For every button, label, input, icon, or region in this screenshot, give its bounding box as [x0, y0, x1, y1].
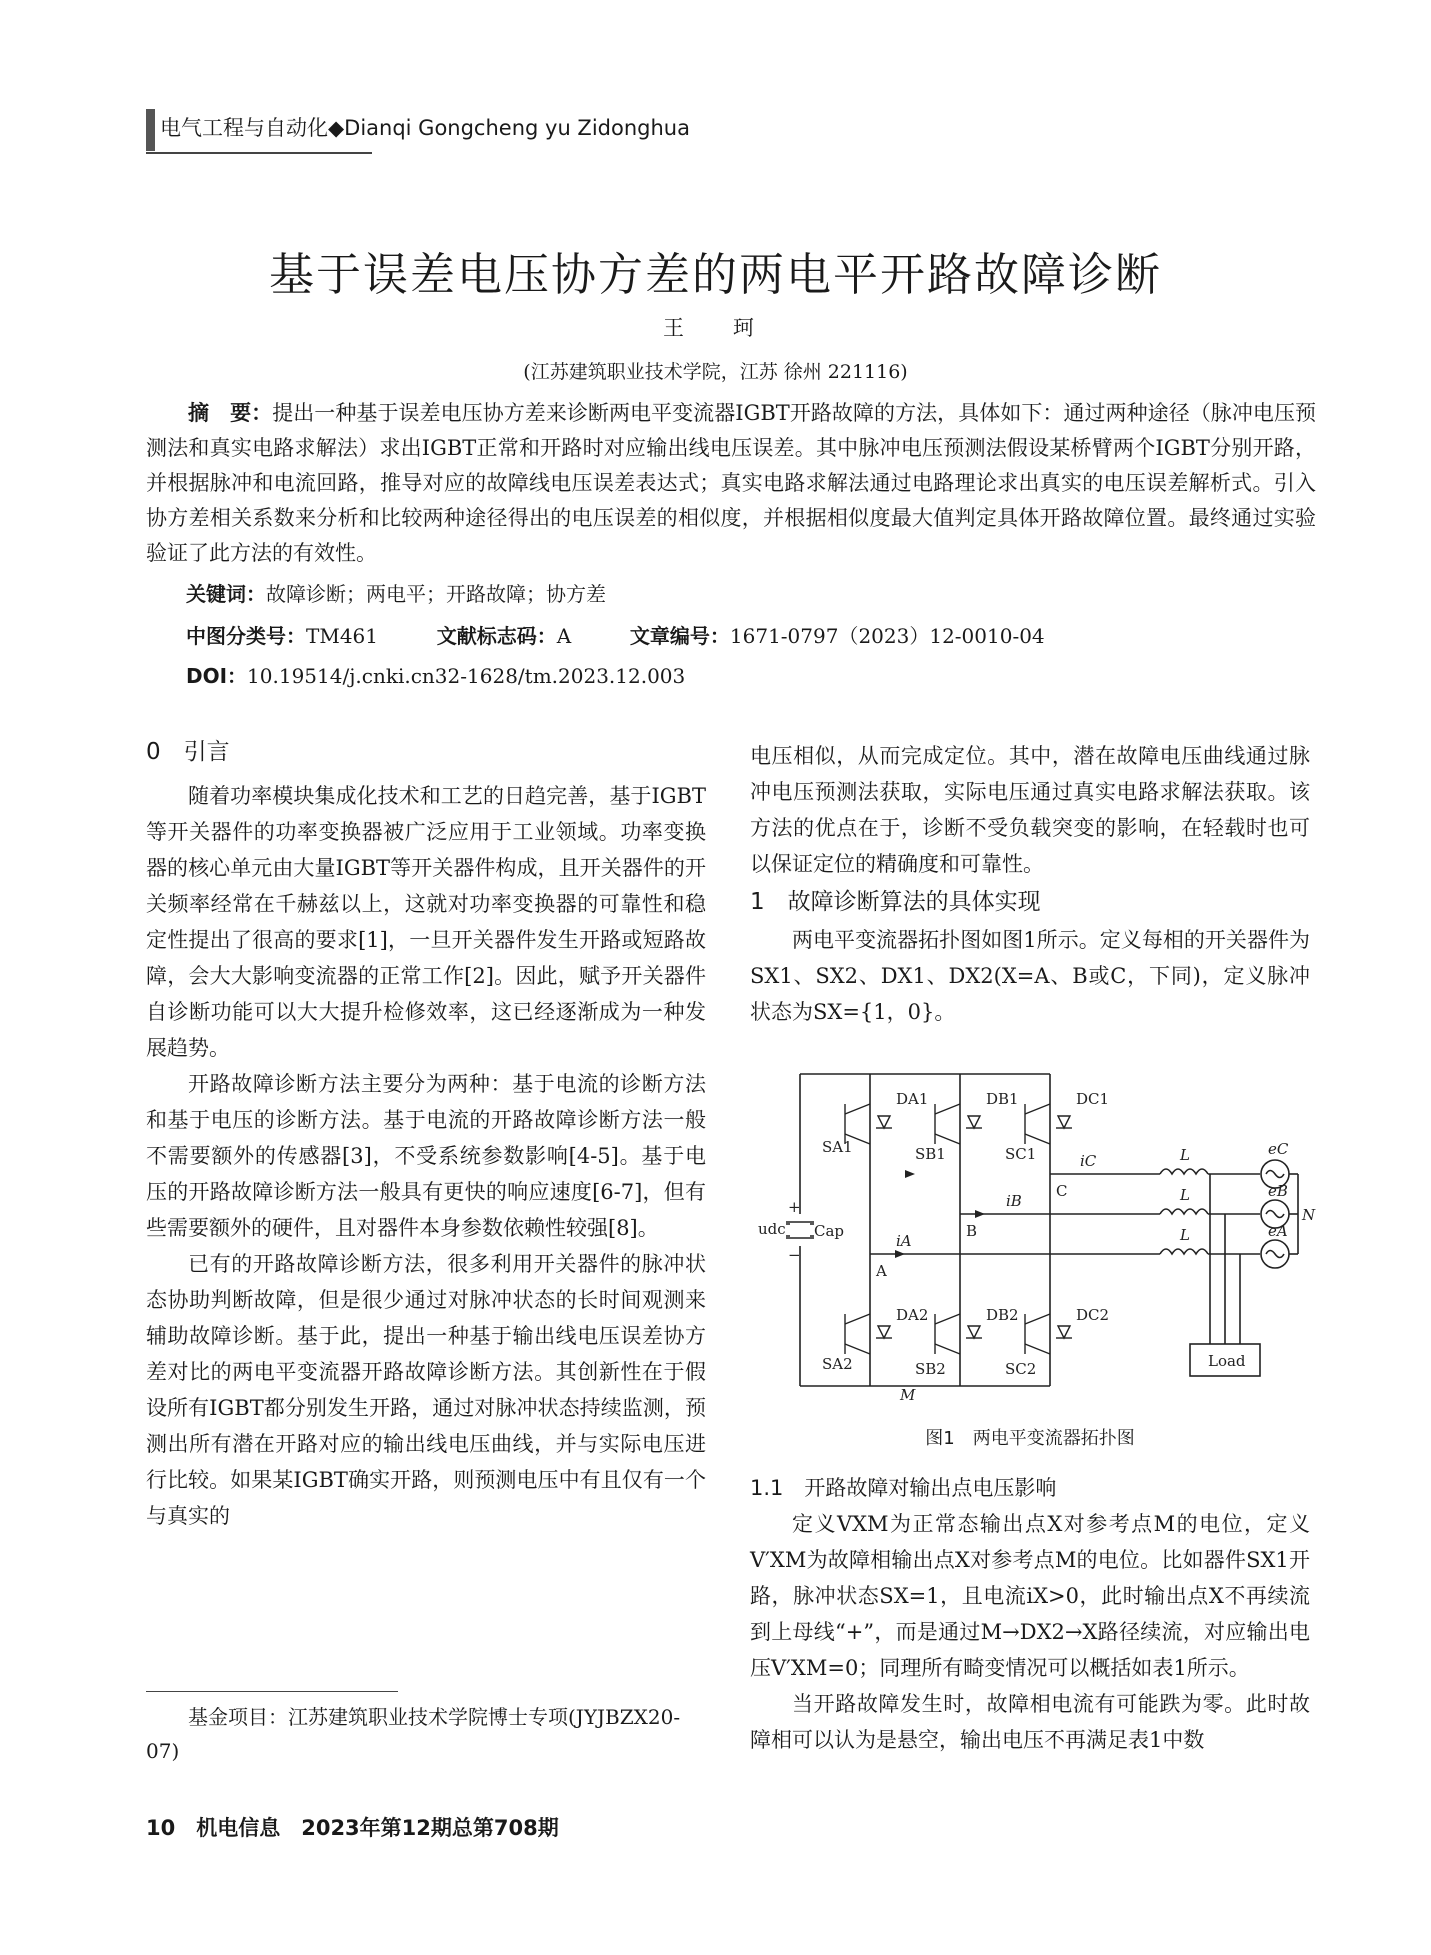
load-label: Load [1208, 1352, 1246, 1370]
abstract-text: 提出一种基于误差电压协方差来诊断两电平变流器IGBT开路故障的方法，具体如下：通过两种途径（脉冲电压预测法和真实电路求解法）求出IGBT正常和开路时对应输出线电压误差。其中脉冲电压预测法假设某桥臂两个IGBT分别开路，并根据脉冲和电流回路，推导对应的故障线电压误差表达式；真实电路求解法通过电路理论求出真实的电压误差解析式。引入协方差相关系数来分析和比较两种途径得出的电压误差的相似度，并根据相似度最大值判定具体开路故障位置。最终通过实验验证了此方法的有效性。 [146, 401, 1316, 565]
page-footer: 10 机电信息 2023年第12期总第708期 [146, 1816, 559, 1840]
sb1-label: SB1 [915, 1145, 946, 1163]
keywords-label: 关键词： [186, 582, 266, 606]
header-bar [146, 109, 155, 151]
journal-header: 电气工程与自动化◆Dianqi Gongcheng yu Zidonghua [160, 116, 690, 140]
footnote [146, 1700, 706, 1768]
funding-note: 基金项目：江苏建筑职业技术学院博士专项(JYJBZX20-07) [146, 1705, 681, 1763]
abstract-label: 摘 要： [188, 401, 273, 425]
keywords-text: 故障诊断；两电平；开路故障；协方差 [266, 582, 606, 606]
cap-label: Cap [814, 1222, 845, 1240]
fault-current-paragraph: 当开路故障发生时，故障相电流有可能跌为零。此时故障相可以认为是悬空，输出电压不再满足表1中数 [750, 1692, 1310, 1752]
affiliation: (江苏建筑职业技术学院，江苏 徐州 221116) [523, 361, 908, 383]
doi-value: 10.19514/j.cnki.cn32-1628/tm.2023.12.003 [247, 664, 686, 688]
footnote-rule [146, 1691, 398, 1692]
sb2-label: SB2 [915, 1360, 946, 1378]
cap-plus: + [788, 1198, 801, 1216]
paper-title: 基于误差电压协方差的两电平开路故障诊断 [268, 248, 1162, 301]
sa2-label: SA2 [822, 1355, 853, 1373]
db2-label: DB2 [986, 1306, 1019, 1324]
da2-label: DA2 [896, 1306, 929, 1324]
neutral-label: N [1302, 1206, 1316, 1224]
eb-label: eB [1268, 1182, 1288, 1200]
intro-paragraph-2: 开路故障诊断方法主要分为两种：基于电流的诊断方法和基于电压的诊断方法。基于电流的开路故障诊断方法一般不需要额外的传感器[3]，不受系统参数影响[4-5]。基于电压的开路故障诊断方法一般具有更快的响应速度[6-7]，但有些需要额外的硬件，且对器件本身参数依赖性较强[8]。 [146, 1072, 706, 1240]
keywords [186, 578, 606, 607]
clc-value: TM461 [306, 624, 378, 648]
node-c-label: C [1056, 1182, 1068, 1200]
converter-topology-figure [750, 1064, 1330, 1414]
inductor-b-label: L [1180, 1186, 1190, 1204]
ib-label: iB [1006, 1192, 1022, 1210]
doc-code-value: A [556, 624, 572, 648]
header-rule [146, 152, 372, 154]
sa1-label: SA1 [822, 1138, 853, 1156]
node-a-label: A [876, 1262, 887, 1280]
article-number-label: 文章编号： [629, 624, 730, 648]
da1-label: DA1 [896, 1090, 929, 1108]
db1-label: DB1 [986, 1090, 1019, 1108]
subsection-heading: 1.1 开路故障对输出点电压影响 [750, 1476, 1057, 1500]
section-heading-intro: 0 引言 [146, 739, 230, 765]
ic-label: iC [1080, 1152, 1097, 1170]
abstract [146, 396, 1316, 571]
node-m-label: M [900, 1386, 916, 1404]
intro-paragraph-3: 已有的开路故障诊断方法，很多利用开关器件的脉冲状态协助判断故障，但是很少通过对脉冲状态的长时间观测来辅助故障诊断。基于此，提出一种基于输出线电压误差协方差对比的两电平变流器开路故障诊断方法。其创新性在于假设所有IGBT都分别发生开路，通过对脉冲状态持续监测，预测出所有潜在开路对应的输出线电压曲线，并与实际电压进行比较。如果某IGBT确实开路，则预测电压中有且仅有一个与真实的 [146, 1252, 706, 1528]
dc2-label: DC2 [1076, 1306, 1110, 1324]
node-b-label: B [966, 1222, 978, 1240]
dc1-label: DC1 [1076, 1090, 1110, 1108]
doc-code-label: 文献标志码： [436, 624, 557, 648]
doi [186, 660, 685, 689]
right-column-bottom [750, 1470, 1310, 1758]
left-column [146, 734, 706, 1534]
topology-paragraph: 两电平变流器拓扑图如图1所示。定义每相的开关器件为SX1、SX2、DX1、DX2(X=A、B或C，下同)，定义脉冲状态为SX={1，0}。 [750, 928, 1310, 1024]
ec-label: eC [1268, 1140, 1289, 1158]
article-number-value: 1671-0797（2023）12-0010-04 [729, 624, 1045, 648]
intro-paragraph-1: 随着功率模块集成化技术和工艺的日趋完善，基于IGBT等开关器件的功率变换器被广泛应用于工业领域。功率变换器的核心单元由大量IGBT等开关器件构成，且开关器件的开关频率经常在千赫兹以上，这就对功率变换器的可靠性和稳定性提出了很高的要求[1]，一旦开关器件发生开路或短路故障，会大大影响变流器的正常工作[2]。因此，赋予开关器件自诊断功能可以大大提升检修效率，这已经逐渐成为一种发展趋势。 [146, 784, 706, 1060]
cap-minus: − [788, 1246, 801, 1264]
ia-label: iA [896, 1232, 912, 1250]
sc2-label: SC2 [1005, 1360, 1037, 1378]
doi-label: DOI： [186, 664, 248, 688]
udc-label: udc [758, 1220, 786, 1238]
clc-label: 中图分类号： [186, 624, 306, 648]
right-column-top [750, 738, 1310, 1030]
inductor-a-label: L [1180, 1226, 1190, 1244]
classification-line [186, 620, 1045, 649]
author: 王 珂 [663, 316, 768, 340]
continued-paragraph: 电压相似，从而完成定位。其中，潜在故障电压曲线通过脉冲电压预测法获取，实际电压通过真实电路求解法获取。该方法的优点在于，诊断不受负载突变的影响，在轻载时也可以保证定位的精确度和可靠性。 [750, 744, 1310, 876]
ea-label: eA [1268, 1222, 1288, 1240]
inductor-c-label: L [1180, 1146, 1190, 1164]
figure-caption: 图1 两电平变流器拓扑图 [925, 1428, 1135, 1449]
section-heading-1: 1 故障诊断算法的具体实现 [750, 889, 1041, 915]
sc1-label: SC1 [1005, 1145, 1037, 1163]
fault-voltage-paragraph: 定义VXM为正常态输出点X对参考点M的电位，定义V′XM为故障相输出点X对参考点M的电位。比如器件SX1开路，脉冲状态SX=1，且电流iX>0，此时输出点X不再续流到上母线“+”，而是通过M→DX2→X路径续流，对应输出电压V′XM=0；同理所有畸变情况可以概括如表1所示。 [750, 1512, 1310, 1680]
